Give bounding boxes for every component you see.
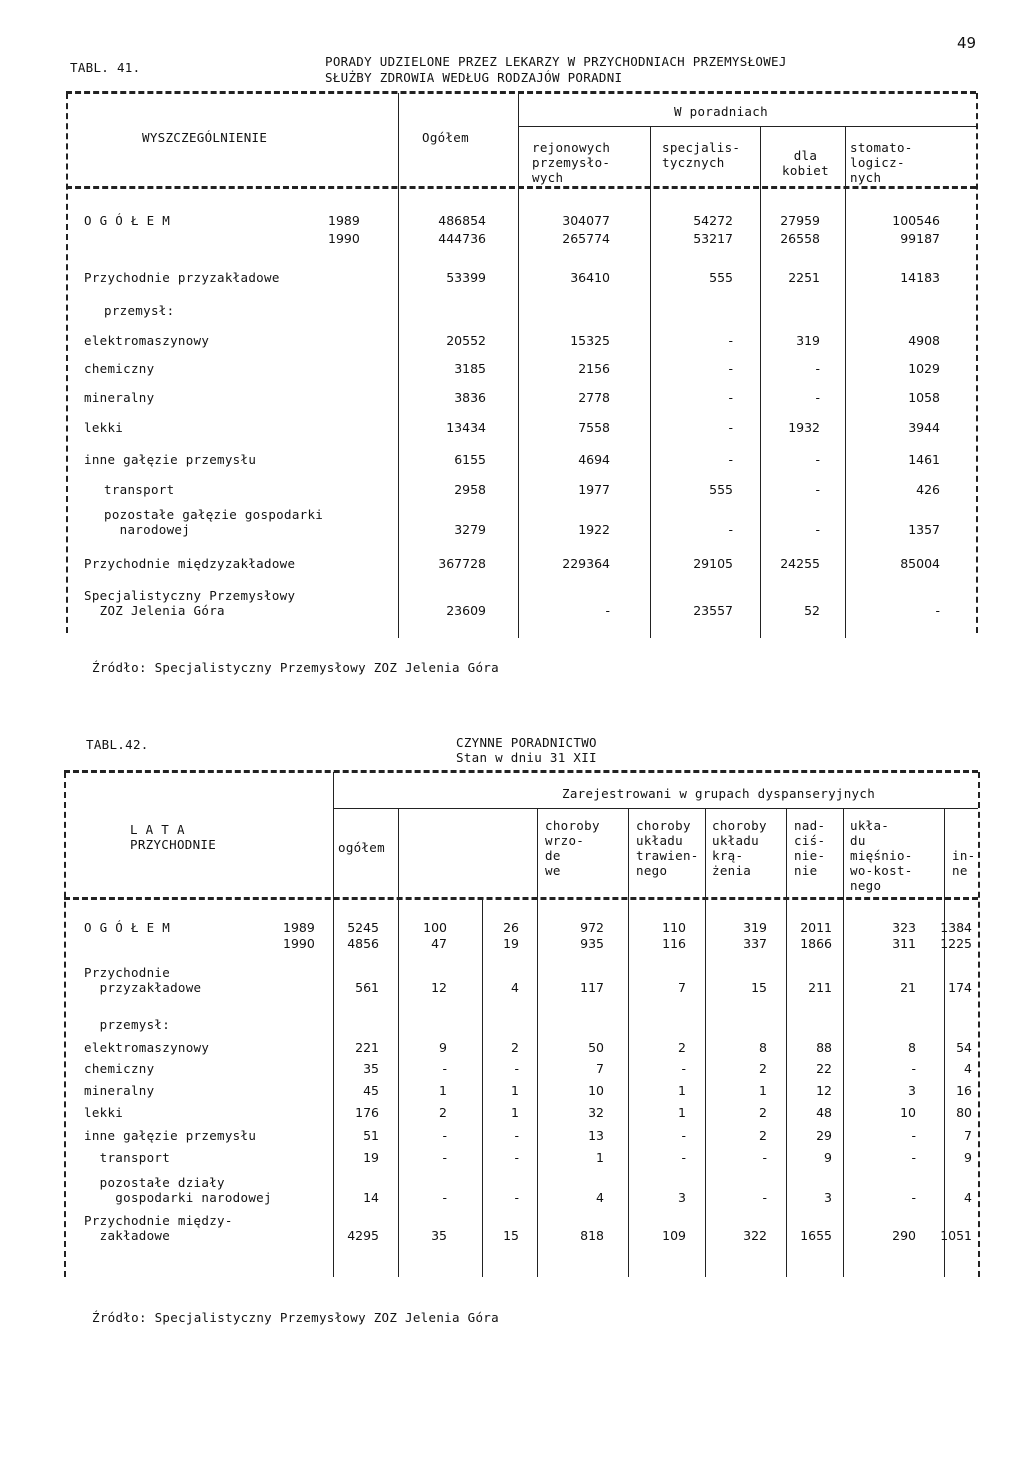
table-42-cell: 110	[662, 920, 686, 935]
table-41-cell: 2251	[788, 270, 820, 285]
table-42-cell: -	[442, 1150, 447, 1165]
table-42-head-col: choroby wrzo- de we	[545, 818, 600, 878]
table-41-row-label: O G Ó Ł E M	[84, 213, 171, 228]
table-41-cell: -	[815, 390, 820, 405]
table-42-cell: 1	[759, 1083, 767, 1098]
table-42-cell: 4	[964, 1061, 972, 1076]
table-42-cell: 221	[355, 1040, 379, 1055]
table-41-cell: 229364	[562, 556, 610, 571]
table-41-cell: -	[935, 603, 940, 618]
table-42-cell: -	[681, 1128, 686, 1143]
table-42-cell: 14	[363, 1190, 379, 1205]
table-42-head-col: choroby układu trawien- nego	[636, 818, 699, 878]
table-42-title-line2: Stan w dniu 31 XII	[456, 750, 597, 765]
table-41-cell: 100546	[892, 213, 940, 228]
table-42-cell: 7	[678, 980, 686, 995]
table-42-row-label: chemiczny	[84, 1061, 155, 1076]
table-41-cell: -	[728, 390, 733, 405]
table-41-cell: 1922	[578, 522, 610, 537]
table-41-top-rule	[66, 91, 976, 94]
table-41-title-line1: PORADY UDZIELONE PRZEZ LEKARZY W PRZYCHODNIACH PRZEMYSŁOWEJ	[325, 54, 787, 69]
table-41-cell: 6155	[454, 452, 486, 467]
table-42-cell: -	[514, 1061, 519, 1076]
table-42-cell: 319	[743, 920, 767, 935]
table-41-row-year: 1990	[328, 231, 360, 246]
table-42-head-col: choroby układu krą- żenia	[712, 818, 767, 878]
table-42-label: TABL.42.	[86, 737, 149, 752]
table-42-cell: -	[911, 1128, 916, 1143]
table-41-cell: 99187	[900, 231, 940, 246]
table-41-col-divider	[845, 127, 846, 638]
table-42-cell: -	[442, 1190, 447, 1205]
table-42-row-label: inne gałęzie przemysłu	[84, 1128, 257, 1143]
table-41-cell: 23609	[446, 603, 486, 618]
table-41-cell: 2156	[578, 361, 610, 376]
table-41-head-group: W poradniach	[674, 104, 768, 119]
table-42-cell: 35	[431, 1228, 447, 1243]
table-41-cell: 319	[796, 333, 820, 348]
table-42-cell: 1384	[940, 920, 972, 935]
table-41-col-divider	[650, 127, 651, 638]
table-42-group-rule	[333, 808, 978, 809]
table-42-row-year: 1989	[283, 920, 315, 935]
table-41-title-line2: SŁUŻBY ZDROWIA WEDŁUG RODZAJÓW PORADNI	[325, 70, 623, 85]
table-42-cell: 1	[678, 1105, 686, 1120]
table-42-row-label: elektromaszynowy	[84, 1040, 210, 1055]
table-41-head-col: dla kobiet	[782, 148, 829, 178]
table-42-cell: 7	[964, 1128, 972, 1143]
table-42-cell: 323	[892, 920, 916, 935]
table-42-cell: 4	[511, 980, 519, 995]
table-41-row-label: lekki	[84, 420, 124, 435]
table-42-cell: 9	[439, 1040, 447, 1055]
table-41-cell: 1932	[788, 420, 820, 435]
table-42-cell: -	[514, 1150, 519, 1165]
table-42-cell: 9	[964, 1150, 972, 1165]
table-42-cell: 19	[363, 1150, 379, 1165]
table-42-cell: 3	[678, 1190, 686, 1205]
table-42-head-description: L A T A PRZYCHODNIE	[130, 822, 217, 852]
table-42-cell: 311	[892, 936, 916, 951]
table-42-cell: 8	[908, 1040, 916, 1055]
table-42-cell: 2011	[800, 920, 832, 935]
table-42-cell: -	[911, 1150, 916, 1165]
table-42-head-group: Zarejestrowani w grupach dyspanseryjnych	[562, 786, 876, 801]
table-42-cell: 3	[824, 1190, 832, 1205]
table-41-col-divider	[398, 93, 399, 638]
table-41-cell: 20552	[446, 333, 486, 348]
table-42-cell: 48	[816, 1105, 832, 1120]
table-41-source: Źródło: Specjalistyczny Przemysłowy ZOZ Jelenia Góra	[92, 660, 499, 675]
table-41-cell: 1357	[908, 522, 940, 537]
table-41-cell: 486854	[438, 213, 486, 228]
table-42-cell: 5245	[347, 920, 379, 935]
table-42-cell: 35	[363, 1061, 379, 1076]
table-42-cell: 1225	[940, 936, 972, 951]
table-41-cell: 3279	[454, 522, 486, 537]
table-42-cell: 818	[580, 1228, 604, 1243]
table-42-cell: 176	[355, 1105, 379, 1120]
table-41-cell: -	[728, 361, 733, 376]
table-42-head-col: ukła- du mięśnio- wo-kost- nego	[850, 818, 913, 893]
table-41-cell: 53399	[446, 270, 486, 285]
table-42-cell: 2	[439, 1105, 447, 1120]
table-41-head-col: rejonowych przemysło- wych	[532, 140, 611, 185]
table-41-cell: 444736	[438, 231, 486, 246]
table-42-col-divider	[705, 808, 706, 1277]
table-42-cell: 10	[588, 1083, 604, 1098]
table-41-row-label: przemysł:	[104, 303, 175, 318]
table-41-row-year: 1989	[328, 213, 360, 228]
table-42-cell: 117	[580, 980, 604, 995]
table-41-cell: -	[605, 603, 610, 618]
table-42-cell: -	[681, 1061, 686, 1076]
table-42-top-rule	[64, 770, 978, 773]
table-41-col-divider	[518, 93, 519, 638]
table-41-left-border	[66, 93, 68, 633]
table-41-cell: 27959	[780, 213, 820, 228]
table-42-cell: 561	[355, 980, 379, 995]
table-41-cell: -	[815, 361, 820, 376]
page-number: 49	[957, 34, 977, 52]
table-42-row-label: Przychodnie między- zakładowe	[84, 1213, 233, 1243]
table-41-cell: 304077	[562, 213, 610, 228]
table-42-header-rule	[64, 897, 978, 900]
table-41-cell: 52	[804, 603, 820, 618]
table-42-cell: 26	[503, 920, 519, 935]
table-41-head-total: Ogółem	[422, 130, 469, 145]
table-42-row-label: pozostałe działy gospodarki narodowej	[99, 1175, 272, 1205]
table-41-row-label: elektromaszynowy	[84, 333, 210, 348]
table-41-cell: -	[815, 482, 820, 497]
table-42-row-label: lekki	[84, 1105, 124, 1120]
table-42-head-total: ogółem	[338, 840, 385, 855]
table-42-cell: 7	[596, 1061, 604, 1076]
table-42-cell: 935	[580, 936, 604, 951]
table-41-row-label: pozostałe gałęzie gospodarki narodowej	[104, 507, 324, 537]
table-41-cell: 3944	[908, 420, 940, 435]
table-42-cell: 1866	[800, 936, 832, 951]
table-42-cell: 50	[588, 1040, 604, 1055]
table-42-cell: 116	[662, 936, 686, 951]
table-42-cell: 2	[511, 1040, 519, 1055]
table-42-cell: 12	[431, 980, 447, 995]
table-41-cell: -	[815, 452, 820, 467]
table-41-cell: 24255	[780, 556, 820, 571]
table-42-cell: 21	[900, 980, 916, 995]
table-41-cell: 4694	[578, 452, 610, 467]
table-41-row-label: Przychodnie przyzakładowe	[84, 270, 280, 285]
table-42-cell: 1	[511, 1083, 519, 1098]
table-41-cell: 23557	[693, 603, 733, 618]
table-41-cell: 53217	[693, 231, 733, 246]
table-42-row-label: Przychodnie przyzakładowe	[84, 965, 202, 995]
table-42-cell: 10	[900, 1105, 916, 1120]
table-42-cell: 100	[423, 920, 447, 935]
table-41-cell: 2958	[454, 482, 486, 497]
table-41-right-border	[976, 93, 978, 633]
table-42-cell: 2	[759, 1128, 767, 1143]
table-41-row-label: inne gałęzie przemysłu	[84, 452, 257, 467]
table-42-cell: 1655	[800, 1228, 832, 1243]
table-42-row-year: 1990	[283, 936, 315, 951]
table-42-cell: 29	[816, 1128, 832, 1143]
table-41-cell: 367728	[438, 556, 486, 571]
table-42-source: Źródło: Specjalistyczny Przemysłowy ZOZ Jelenia Góra	[92, 1310, 499, 1325]
table-42-row-label: transport	[84, 1150, 171, 1165]
table-41-head-description: WYSZCZEGÓLNIENIE	[142, 130, 268, 145]
table-42-cell: 51	[363, 1128, 379, 1143]
table-41-cell: 1029	[908, 361, 940, 376]
table-42-cell: 2	[678, 1040, 686, 1055]
table-41-cell: 54272	[693, 213, 733, 228]
table-41-group-rule	[518, 126, 976, 127]
table-42-cell: 19	[503, 936, 519, 951]
table-42-row-label: mineralny	[84, 1083, 155, 1098]
table-42-cell: 32	[588, 1105, 604, 1120]
table-42-cell: 15	[751, 980, 767, 995]
table-42-left-border	[64, 772, 66, 1277]
table-42-cell: -	[762, 1150, 767, 1165]
table-41-cell: 15325	[570, 333, 610, 348]
table-42-cell: 4	[964, 1190, 972, 1205]
table-41-cell: 4908	[908, 333, 940, 348]
table-41-cell: 1058	[908, 390, 940, 405]
table-42-cell: 972	[580, 920, 604, 935]
table-41-cell: -	[728, 420, 733, 435]
table-42-cell: 12	[816, 1083, 832, 1098]
table-41-cell: 13434	[446, 420, 486, 435]
table-41-row-label: mineralny	[84, 390, 155, 405]
table-42-cell: 80	[956, 1105, 972, 1120]
table-42-head-col: nad- ciś- nie- nie	[794, 818, 826, 878]
table-41-cell: -	[815, 522, 820, 537]
table-42-title-line1: CZYNNE PORADNICTWO	[456, 735, 597, 750]
table-42-cell: 8	[759, 1040, 767, 1055]
table-42-cell: -	[514, 1190, 519, 1205]
table-41-cell: 2778	[578, 390, 610, 405]
table-42-cell: 54	[956, 1040, 972, 1055]
table-42-cell: 1	[596, 1150, 604, 1165]
table-42-col-divider	[537, 808, 538, 1277]
table-41-cell: -	[728, 333, 733, 348]
table-41-cell: 85004	[900, 556, 940, 571]
table-41-head-col: specjalis- tycznych	[662, 140, 741, 170]
table-42-row-label: przemysł:	[84, 1017, 171, 1032]
table-42-cell: -	[911, 1190, 916, 1205]
table-41-cell: 555	[709, 482, 733, 497]
table-42-cell: 174	[948, 980, 972, 995]
table-42-cell: 1	[511, 1105, 519, 1120]
table-42-cell: 22	[816, 1061, 832, 1076]
table-42-row-label: O G Ó Ł E M	[84, 920, 171, 935]
table-41-row-label: chemiczny	[84, 361, 155, 376]
table-41-cell: 426	[916, 482, 940, 497]
table-42-cell: -	[911, 1061, 916, 1076]
table-42-cell: 290	[892, 1228, 916, 1243]
table-42-cell: 2	[759, 1105, 767, 1120]
table-41-label: TABL. 41.	[70, 60, 141, 75]
table-41-cell: 36410	[570, 270, 610, 285]
table-41-cell: -	[728, 522, 733, 537]
table-42-cell: 3	[908, 1083, 916, 1098]
table-42-cell: 322	[743, 1228, 767, 1243]
table-41-cell: 29105	[693, 556, 733, 571]
table-42-cell: -	[442, 1128, 447, 1143]
table-41-head-col: stomato- logicz- nych	[850, 140, 913, 185]
table-41-cell: 3836	[454, 390, 486, 405]
table-41-cell: 555	[709, 270, 733, 285]
table-41-cell: 3185	[454, 361, 486, 376]
table-41-cell: -	[728, 452, 733, 467]
table-42-cell: -	[681, 1150, 686, 1165]
table-42-cell: 1	[439, 1083, 447, 1098]
table-42-cell: 337	[743, 936, 767, 951]
table-42-cell: 1	[678, 1083, 686, 1098]
table-41-cell: 1461	[908, 452, 940, 467]
table-41-cell: 14183	[900, 270, 940, 285]
table-42-cell: 211	[808, 980, 832, 995]
table-42-cell: 4856	[347, 936, 379, 951]
table-42-head-col: in- ne	[952, 848, 976, 878]
table-41-cell: 265774	[562, 231, 610, 246]
table-42-cell: 16	[956, 1083, 972, 1098]
table-42-cell: 4	[596, 1190, 604, 1205]
table-42-cell: 109	[662, 1228, 686, 1243]
table-42-cell: 13	[588, 1128, 604, 1143]
table-42-cell: -	[514, 1128, 519, 1143]
table-42-cell: 15	[503, 1228, 519, 1243]
table-41-row-label: Specjalistyczny Przemysłowy ZOZ Jelenia Góra	[84, 588, 296, 618]
table-41-row-label: transport	[104, 482, 175, 497]
table-41-header-rule	[66, 186, 976, 189]
table-42-col-divider	[843, 808, 844, 1277]
table-42-cell: 47	[431, 936, 447, 951]
table-42-cell: -	[762, 1190, 767, 1205]
table-41-row-label: Przychodnie międzyzakładowe	[84, 556, 296, 571]
table-42-cell: 2	[759, 1061, 767, 1076]
table-42-cell: 88	[816, 1040, 832, 1055]
table-42-cell: 1051	[940, 1228, 972, 1243]
table-42-cell: 45	[363, 1083, 379, 1098]
table-42-cell: 4295	[347, 1228, 379, 1243]
table-42-cell: -	[442, 1061, 447, 1076]
table-41-cell: 1977	[578, 482, 610, 497]
table-41-cell: 7558	[578, 420, 610, 435]
table-41-cell: 26558	[780, 231, 820, 246]
table-42-right-border	[978, 772, 980, 1277]
table-42-cell: 9	[824, 1150, 832, 1165]
